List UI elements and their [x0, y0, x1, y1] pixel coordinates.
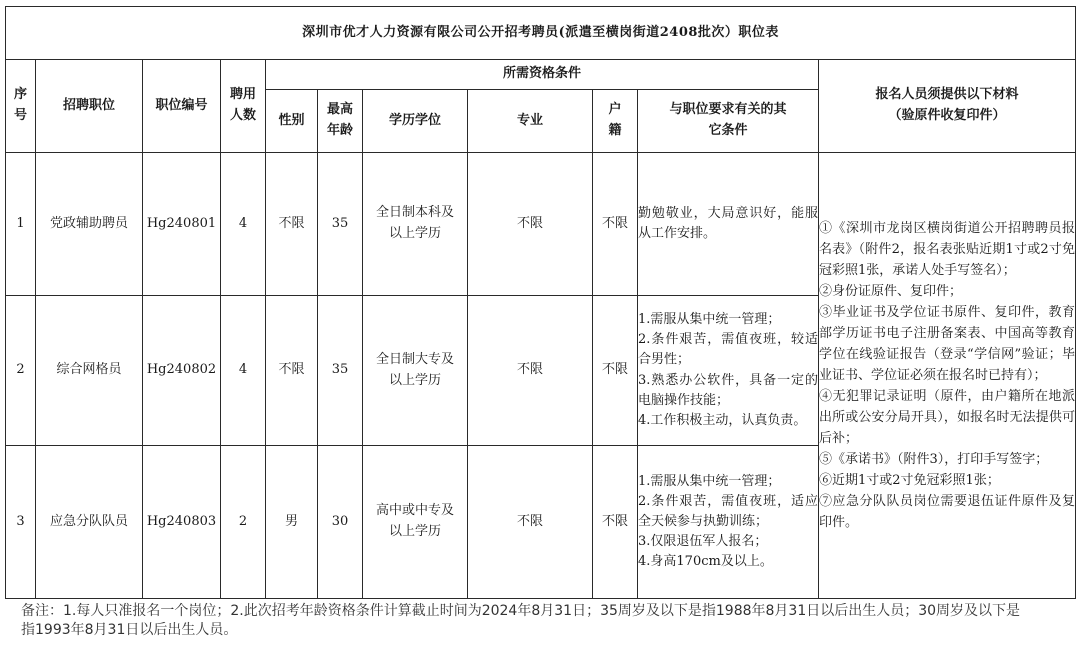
header-seq: 序号: [6, 60, 36, 153]
row-seq: 1: [6, 153, 36, 296]
row-count: 4: [221, 153, 266, 296]
row-major: 不限: [468, 153, 593, 296]
condition-line: 1.需服从集中统一管理；: [638, 473, 781, 489]
position-table-document: [5, 6, 1075, 640]
header-position: 招聘职位: [36, 60, 143, 153]
row-gender: 男: [266, 446, 318, 599]
row-major: 不限: [468, 296, 593, 446]
condition-line: 2.条件艰苦，需值夜班，较适合男性；: [638, 332, 818, 368]
material-item: ⑤《承诺书》（附件3），打印手写签字；: [819, 452, 1049, 468]
condition-line: 4.身高170cm及以上。: [638, 554, 773, 570]
header-materials-line2: （验原件收复印件）: [888, 108, 1006, 123]
row-age: 35: [318, 153, 363, 296]
header-max-age: 最高年龄: [318, 90, 363, 153]
row-household: 不限: [593, 153, 638, 296]
row-age: 30: [318, 446, 363, 599]
row-position: 党政辅助聘员: [36, 153, 143, 296]
header-materials: [819, 60, 1076, 153]
row-gender: 不限: [266, 296, 318, 446]
row-household: 不限: [593, 446, 638, 599]
row-major: 不限: [468, 446, 593, 599]
row-age: 35: [318, 296, 363, 446]
condition-line: 2.条件艰苦，需值夜班，适应全天候参与执勤训练；: [638, 493, 818, 529]
page-title: 深圳市优才人力资源有限公司公开招考聘员(派遣至横岗街道2408批次）职位表: [6, 7, 1076, 60]
row-seq: 2: [6, 296, 36, 446]
row-code: Hg240801: [143, 153, 221, 296]
row-position: 综合网格员: [36, 296, 143, 446]
row-education: 全日制本科及以上学历: [363, 153, 468, 296]
row-code: Hg240802: [143, 296, 221, 446]
header-major: 专业: [468, 90, 593, 153]
header-household: 户籍: [593, 90, 638, 153]
header-materials-line1: 报名人员须提供以下材料: [875, 87, 1019, 103]
header-code: 职位编号: [143, 60, 221, 153]
table-row: [6, 153, 1076, 296]
material-item: ⑥近期1寸或2寸免冠彩照1张；: [819, 473, 1000, 489]
row-gender: 不限: [266, 153, 318, 296]
row-conditions: [638, 296, 819, 446]
material-item: ③毕业证书及学位证书原件、复印件，教育部学历证书电子注册备案表、中国高等教育学位在线验证报告（登录“学信网”验证；毕业证书、学位证必须在报名时已持有）；: [819, 304, 1076, 383]
row-count: 4: [221, 296, 266, 446]
material-item: ⑦应急分队队员岗位需要退伍证件原件及复印件。: [819, 494, 1076, 531]
row-conditions: [638, 446, 819, 599]
material-item: ①《深圳市龙岗区横岗街道公开招聘聘员报名表》（附件2，报名表张贴近期1寸或2寸免冠彩照1张，承诺人处手写签名）；: [819, 220, 1076, 278]
header-qualification-group: 所需资格条件: [266, 60, 819, 90]
header-education: 学历学位: [363, 90, 468, 153]
material-item: ②身份证原件、复印件；: [819, 283, 963, 299]
row-position: 应急分队队员: [36, 446, 143, 599]
material-item: ④无犯罪记录证明（原件，由户籍所在地派出所或公安分局开具），如报名时无法提供可后补；: [819, 389, 1076, 447]
condition-line: 1.需服从集中统一管理；: [638, 312, 781, 328]
row-household: 不限: [593, 296, 638, 446]
condition-line: 3.熟悉办公软件，具备一定的电脑操作技能；: [638, 372, 818, 408]
condition-line: 4.工作积极主动，认真负责。: [638, 412, 807, 428]
materials-list: [819, 153, 1076, 599]
header-gender: 性别: [266, 90, 318, 153]
header-other-conditions: 与职位要求有关的其它条件: [638, 90, 819, 153]
row-conditions: [638, 153, 819, 296]
row-code: Hg240803: [143, 446, 221, 599]
footnote: 备注：1.每人只准报名一个岗位；2.此次招考年龄资格条件计算截止时间为2024年8月31日；35周岁及以下是指1988年8月31日以后出生人员；30周岁及以下是指1993年8月31日以后出生人员。: [21, 603, 1021, 639]
condition-line: 勤勉敬业，大局意识好，能服从工作安排。: [638, 205, 818, 241]
row-education: 全日制大专及以上学历: [363, 296, 468, 446]
row-count: 2: [221, 446, 266, 599]
header-count: 聘用人数: [221, 60, 266, 153]
position-table: [5, 6, 1076, 599]
row-seq: 3: [6, 446, 36, 599]
condition-line: 3.仅限退伍军人报名；: [638, 534, 768, 550]
row-education: 高中或中专及以上学历: [363, 446, 468, 599]
